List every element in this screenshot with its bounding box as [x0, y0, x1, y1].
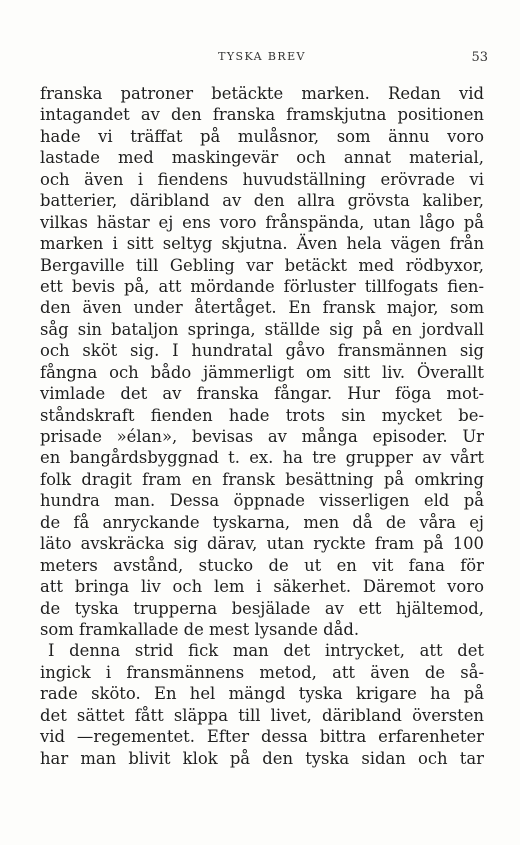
text-line: marken i sitt seltyg skjutna. Även hela vägen från [40, 234, 484, 254]
text-line: hade vi träffat på mulåsnor, som ännu voro [40, 126, 484, 146]
text-line: Bergaville till Gebling var betäckt med rödbyxor, [40, 255, 484, 275]
text-line: hundra man. Dessa öppnade visserligen eld på [40, 491, 484, 511]
text-line: det sättet fått släppa till livet, däribland översten [40, 705, 484, 725]
text-line: rade sköto. En hel mängd tyska krigare ha på [40, 684, 484, 704]
text-line: batterier, däribland av den allra grövsta kaliber, [40, 191, 484, 211]
text-line: prisade »élan», bevisas av många episoder. Ur [40, 427, 484, 446]
text-line: intagandet av den franska framskjutna positionen [40, 105, 484, 125]
text-line: som framkallade de mest lysande dåd. [40, 619, 360, 639]
text-line: folk dragit fram en fransk besättning på omkring [40, 469, 484, 489]
text-line: lastade med maskingevär och annat material, [40, 148, 484, 168]
text-line: de få anryckande tyskarna, men då de våra ej [40, 512, 484, 532]
text-line: och även i fiendens huvudställning erövrade vi [40, 169, 484, 189]
text-line: läto avskräcka sig därav, utan ryckte fram på 100 [40, 534, 484, 554]
text-line: att bringa liv och lem i säkerhet. Däremot voro [40, 577, 484, 597]
text-line: ett bevis på, att mördande förluster tillfogats fien- [40, 276, 484, 296]
text-line: ingick i fransmännens metod, att även de så- [40, 662, 484, 682]
page-header [36, 50, 488, 66]
text-line: vimlade det av franska fångar. Hur föga mot- [40, 384, 484, 404]
running-title: TYSKA BREV [218, 50, 306, 63]
text-line: I denna strid fick man det intrycket, att det [48, 641, 484, 661]
text-line: meters avstånd, stucko de ut en vit fana för [40, 555, 484, 575]
page-number: 53 [471, 50, 488, 65]
text-line: den även under återtåget. En fransk major, som [40, 298, 484, 318]
body-text [40, 83, 484, 769]
text-line: har man blivit klok på den tyska sidan och tar [40, 748, 484, 768]
text-line: franska patroner betäckte marken. Redan vid [40, 84, 484, 103]
text-line: de tyska trupperna besjälade av ett hjältemod, [40, 598, 484, 618]
text-line: fångna och bådo jämmerligt om sitt liv. Överallt [40, 362, 484, 382]
text-line: vilkas hästar ej ens voro frånspända, utan lågo på [40, 212, 484, 232]
text-line: och sköt sig. I hundratal gåvo fransmännen sig [40, 341, 484, 361]
text-line: såg sin bataljon springa, ställde sig på en jordvall [40, 319, 484, 339]
text-line: en bangårdsbyggnad t. ex. ha tre grupper av vårt [40, 448, 484, 468]
text-line: vid —regementet. Efter dessa bittra erfarenheter [40, 727, 484, 747]
text-line: ståndskraft fienden hade trots sin mycket be- [40, 405, 484, 425]
